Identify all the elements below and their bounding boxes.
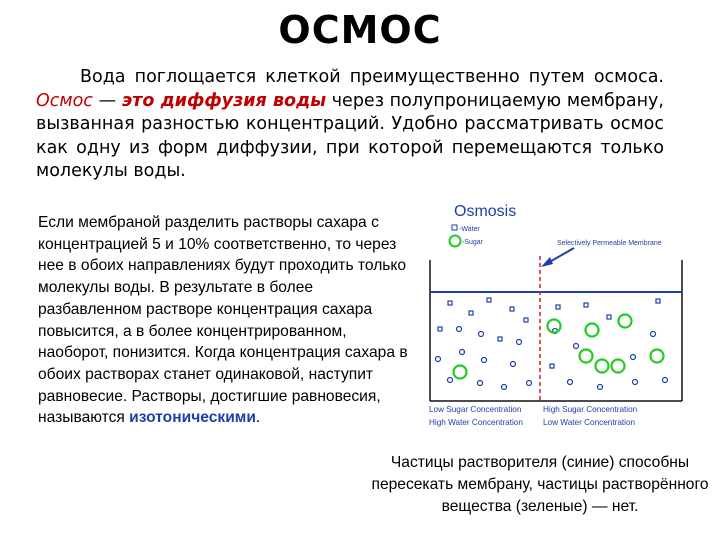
legend-sugar-label: -Sugar: [462, 239, 484, 246]
water-particles-round: [436, 327, 668, 390]
water-particle: [584, 303, 588, 307]
sugar-particle: [586, 324, 599, 337]
page-title: ОСМОС: [278, 8, 442, 52]
water-particle: [556, 305, 560, 309]
water-particle: [517, 340, 522, 345]
water-particle: [527, 381, 532, 386]
water-particle: [478, 381, 483, 386]
water-particle: [460, 350, 465, 355]
osmosis-term: Осмос: [36, 90, 93, 111]
water-particle: [663, 378, 668, 383]
water-particle: [448, 301, 452, 305]
left-label-sugar: Low Sugar Concentration: [429, 405, 522, 414]
water-particle: [479, 332, 484, 337]
water-particle: [524, 318, 528, 322]
water-particle: [498, 337, 502, 341]
water-particle: [574, 344, 579, 349]
osmosis-diagram: [424, 194, 692, 434]
water-particle: [607, 315, 611, 319]
para1-text-c: через полупроницаемую мембрану, вызванная разностью концентраций. Удобно рассматривать осмос как одну из форм диффузии, при которой перемещаются только молекулы воды.: [36, 90, 664, 181]
sugar-particle: [651, 350, 664, 363]
membrane-arrow-head: [541, 257, 553, 267]
water-particle: [633, 380, 638, 385]
para1-dash: —: [92, 90, 122, 111]
membrane-label: Selectively Permeable Membrane: [557, 240, 662, 247]
legend-sugar-icon: [450, 236, 461, 247]
water-particle: [550, 364, 554, 368]
water-particle: [631, 355, 636, 360]
para1-text-a: Вода поглощается клеткой преимущественно путем осмоса.: [80, 67, 664, 87]
water-particle: [469, 311, 473, 315]
sugar-particle: [580, 350, 593, 363]
osmosis-definition: это диффузия воды: [121, 90, 327, 111]
right-label-water: Low Water Concentration: [543, 418, 636, 427]
water-particles: [438, 298, 660, 368]
water-particle: [511, 362, 516, 367]
water-particle: [457, 327, 462, 332]
water-particle: [510, 307, 514, 311]
sugar-solutions-paragraph: [38, 212, 408, 429]
legend-water-icon: [452, 225, 457, 230]
left-label-water: High Water Concentration: [429, 418, 523, 427]
sugar-particle: [454, 366, 467, 379]
water-particle: [568, 380, 573, 385]
water-particle: [436, 357, 441, 362]
sugar-particle: [548, 320, 561, 333]
sugar-particle: [619, 315, 632, 328]
isotonic-term: изотоническими: [129, 409, 256, 427]
water-particle: [482, 358, 487, 363]
para2-end: .: [255, 409, 261, 427]
diagram-title: Osmosis: [454, 203, 517, 220]
legend-water-label: -Water: [459, 226, 480, 233]
diagram-caption: Частицы растворителя (синие) способны пересекать мембрану, частицы растворённого вещества (зеленые) — нет.: [371, 454, 709, 515]
sugar-particle: [596, 360, 609, 373]
water-particle: [656, 299, 660, 303]
para2-text: Если мембраной разделить растворы сахара с концентрацией 5 и 10% соответственно, то через нее в обоих направлениях будут проходить только молекулы воды. В результате в более разбавленном растворе концентрация сахара повысится, а в более концентрированном, наоборот, понизится. Когда концентрация сахара в обоих растворах станет одинаковой, наступит равновесие. Растворы, достигшие равновесия, называются: [38, 214, 408, 427]
water-particle: [448, 378, 453, 383]
water-particle: [651, 332, 656, 337]
water-particle: [487, 298, 491, 302]
water-particle: [598, 385, 603, 390]
sugar-particle: [612, 360, 625, 373]
right-label-sugar: High Sugar Concentration: [543, 405, 638, 414]
sugar-particles: [454, 315, 664, 379]
osmosis-definition-paragraph: [36, 66, 664, 184]
water-particle: [438, 327, 442, 331]
water-particle: [502, 385, 507, 390]
osmosis-diagram-svg: [424, 194, 692, 434]
